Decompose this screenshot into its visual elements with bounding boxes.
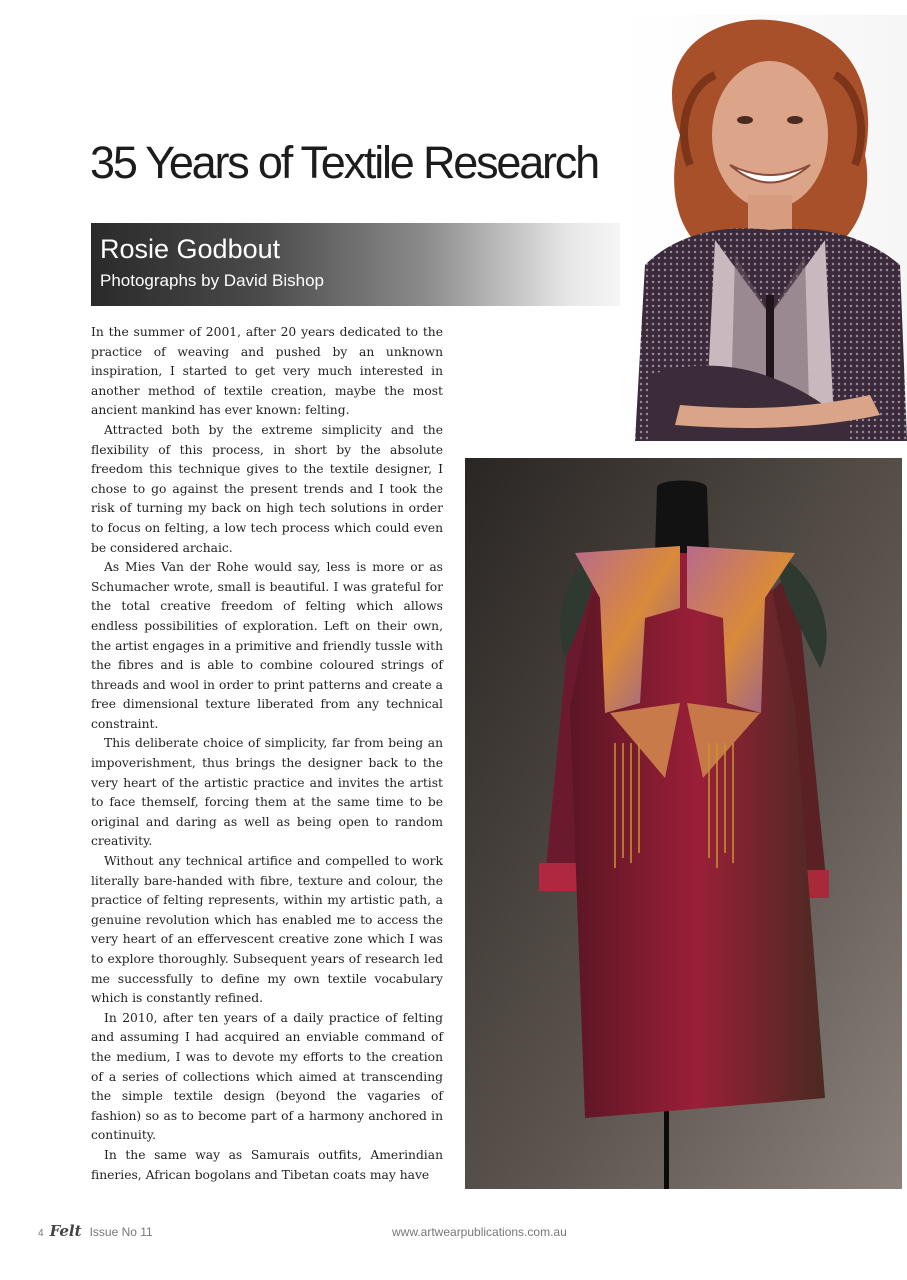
byline-banner <box>91 223 651 306</box>
paragraph: This deliberate choice of simplicity, far from being an impoverishment, thus brings the designer back to the very heart of the artistic practice and invites the artist to face themself, forcing them at the same time to be original and daring as well as being open to random creativity. <box>91 736 443 849</box>
page-number: 4 <box>38 1228 44 1239</box>
author-portrait-photo <box>620 15 907 441</box>
paragraph: In the summer of 2001, after 20 years dedicated to the practice of weaving and pushed by an unknown inspiration, I started to get very much interested in another method of textile creation, maybe the most ancient mankind has ever known: felting. <box>91 325 443 418</box>
paragraph: In 2010, after ten years of a daily practice of felting and assuming I had acquired an enviable command of the medium, I was to devote my efforts to the creation of a series of collections which aimed at transcending the simple textile design (beyond the vagaries of fashion) so as to become part of a harmony anchored in continuity. <box>91 1010 443 1143</box>
paragraph: Without any technical artifice and compelled to work literally bare-handed with fibre, texture and colour, the practice of felting represents, within my artistic path, a genuine revolution which has enabled me to access the very heart of an effervescent creative zone which I was to explore thoroughly. Subsequent years of research led me successfully to define my own textile vocabulary which is constantly refined. <box>91 854 443 1006</box>
publisher-url[interactable]: www.artwearpublications.com.au <box>392 1225 567 1239</box>
felt-coat-photo <box>465 458 902 1189</box>
article-title: 35 Years of Textile Research <box>90 137 598 188</box>
paragraph: Attracted both by the extreme simplicity and the flexibility of this process, in short by the absolute freedom this technique gives to the textile designer, I chose to go against the present trends and I took the risk of turning my back on high tech solutions in order to focus on felting, a low tech process which could even be considered archaic. <box>91 422 443 555</box>
photo-credit: Photographs by David Bishop <box>100 271 324 290</box>
paragraph: As Mies Van der Rohe would say, less is more or as Schumacher wrote, small is beautiful. I was grateful for the total creative freedom of felting which allows endless possibilities of exploration. Left on their own, the artist engages in a primitive and friendly tussle with the fibres and is able to combine coloured strings of threads and wool in order to print patterns and create a free dimensional texture liberated from any technical constraint. <box>91 560 443 731</box>
issue-number: Issue No 11 <box>89 1225 153 1239</box>
page-footer <box>38 1222 153 1240</box>
article-body <box>91 323 443 1185</box>
paragraph: In the same way as Samurais outfits, Amerindian fineries, African bogolans and Tibetan coats may have <box>91 1147 443 1182</box>
author-name: Rosie Godbout <box>100 234 281 264</box>
magazine-logo: Felt <box>49 1222 82 1240</box>
